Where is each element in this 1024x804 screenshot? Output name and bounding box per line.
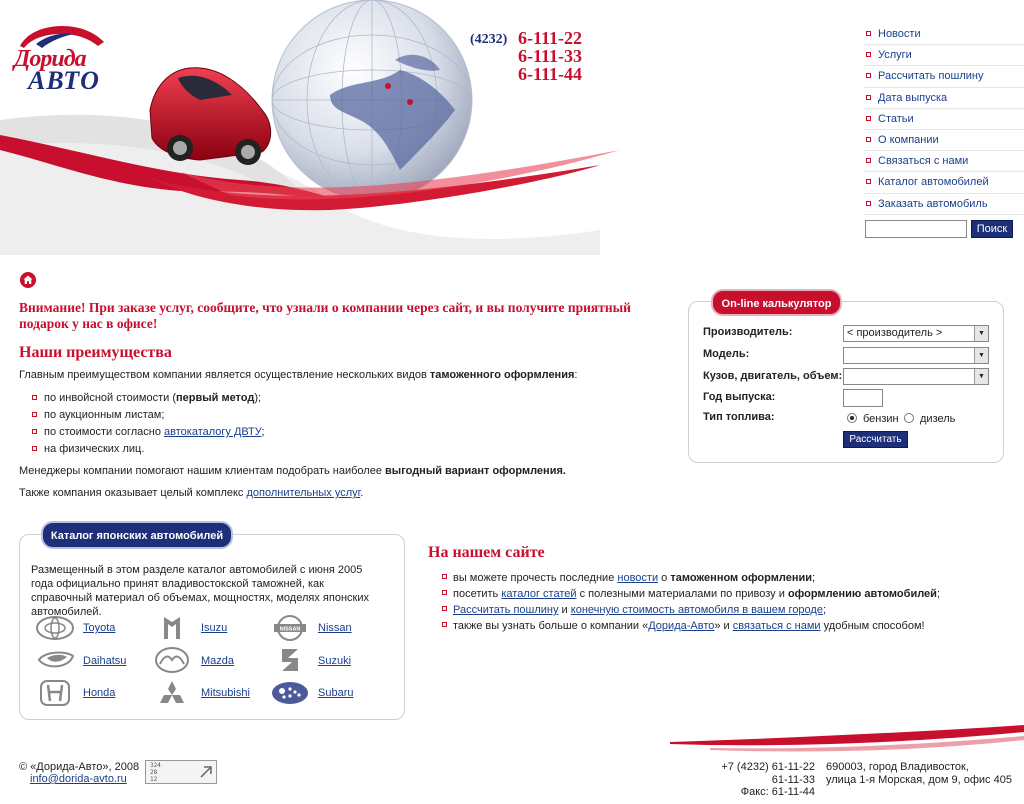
address-line-1: 690003, город Владивосток,: [826, 761, 969, 773]
bullet-icon: [442, 590, 447, 595]
item-text: по стоимости согласно: [44, 426, 165, 438]
menu-bullet-icon: [866, 31, 871, 36]
bullet-icon: [32, 446, 37, 451]
list-item: [32, 426, 265, 443]
calc-duty-link[interactable]: Рассчитать пошлину: [453, 604, 559, 616]
calculate-button[interactable]: Рассчитать: [843, 431, 908, 448]
search-button[interactable]: Поиск: [971, 220, 1013, 238]
bullet-icon: [442, 606, 447, 611]
intro-suffix: :: [574, 369, 578, 381]
brand-link-suzuki[interactable]: Suzuki: [318, 655, 352, 667]
fuel-radio-petrol[interactable]: [847, 413, 857, 423]
bullet-icon: [32, 412, 37, 417]
contact-link[interactable]: связаться с нами: [732, 620, 821, 632]
item-text: о: [658, 572, 671, 584]
item-suffix: );: [254, 392, 262, 404]
menu-item-release-date[interactable]: [864, 88, 1024, 109]
counter-line: 324: [150, 762, 161, 769]
menu-bullet-icon: [866, 116, 871, 121]
mazda-logo-icon[interactable]: [152, 646, 192, 674]
item-text: с полезными материалами по привозу и: [576, 588, 788, 600]
counter-line: 12: [150, 776, 158, 783]
copyright-text: © «Дорида-Авто», 2008: [19, 761, 140, 773]
services-text: [19, 487, 659, 499]
item-text: вы можете прочесть последние: [453, 572, 618, 584]
final-cost-link[interactable]: конечную стоимость автомобиля в вашем городе: [570, 604, 823, 616]
menu-bullet-icon: [866, 73, 871, 78]
honda-logo-icon[interactable]: [35, 679, 75, 707]
list-item: [442, 587, 1002, 603]
company-link[interactable]: Дорида-Авто: [648, 620, 715, 632]
daihatsu-logo-icon[interactable]: [35, 646, 75, 674]
menu-bullet-icon: [866, 201, 871, 206]
item-suffix: ;: [822, 604, 827, 616]
menu-item-about[interactable]: [864, 130, 1024, 151]
menu-link[interactable]: О компании: [878, 133, 939, 146]
body-label: Кузов, двигатель, объем:: [703, 370, 843, 382]
menu-bullet-icon: [866, 158, 871, 163]
brand-link-nissan[interactable]: Nissan: [318, 622, 352, 634]
brand-link-mitsubishi[interactable]: Mitsubishi: [201, 687, 250, 699]
email-link[interactable]: info@dorida-avto.ru: [30, 773, 127, 785]
list-item: [32, 443, 265, 460]
item-bold: таможенном оформлении: [670, 572, 812, 584]
footer-phones: [715, 761, 815, 799]
address-line-2: улица 1-я Морская, дом 9, офис 405: [826, 773, 1012, 786]
footer-swoosh-decoration: [670, 720, 1024, 765]
item-text: » и: [714, 620, 733, 632]
item-suffix: удобным способом!: [820, 620, 925, 632]
brand-link-daihatsu[interactable]: Daihatsu: [83, 655, 127, 667]
phone-area-code: (4232): [470, 32, 508, 47]
svg-text:NISSAN: NISSAN: [279, 626, 301, 633]
intro-text: Главным преимуществом компании является осуществление нескольких видов: [19, 369, 430, 381]
body-engine-select[interactable]: [843, 368, 989, 385]
manufacturer-value: < производитель >: [847, 327, 943, 339]
logo-text-avto: АВТО: [28, 66, 100, 95]
model-select[interactable]: [843, 347, 989, 364]
item-suffix: ;: [812, 572, 816, 584]
advantages-intro: [19, 369, 659, 381]
chevron-down-icon: ▼: [974, 348, 988, 363]
model-label: Модель:: [703, 348, 750, 360]
menu-link[interactable]: Услуги: [878, 49, 912, 62]
fuel-option-petrol: бензин: [863, 413, 899, 425]
manufacturer-label: Производитель:: [703, 326, 793, 338]
intro-bold: таможенного оформления: [429, 369, 575, 381]
visit-counter[interactable]: [145, 760, 217, 784]
mitsubishi-logo-icon[interactable]: [152, 679, 192, 707]
menu-link[interactable]: Статьи: [878, 112, 914, 125]
main-menu: [864, 24, 1024, 215]
chevron-down-icon: ▼: [974, 369, 988, 384]
toyota-logo-icon[interactable]: [35, 614, 75, 642]
services-prefix: Также компания оказывает целый комплекс: [19, 487, 247, 499]
menu-item-calc-duty[interactable]: [864, 66, 1024, 87]
item-text: посетить: [453, 588, 502, 600]
news-link[interactable]: новости: [617, 572, 659, 584]
footer-address: [826, 761, 1016, 786]
managers-prefix: Менеджеры компании помогают нашим клиентам подобрать наиболее: [19, 465, 386, 477]
item-suffix: ;: [936, 588, 940, 600]
menu-link[interactable]: Рассчитать пошлину: [878, 70, 984, 83]
services-suffix: .: [360, 487, 364, 499]
list-item: [442, 571, 1002, 587]
bullet-icon: [442, 622, 447, 627]
home-glyph-icon: [20, 272, 36, 288]
site-logo[interactable]: [10, 18, 120, 98]
phone-number-1: 6-111-22: [518, 28, 583, 48]
item-suffix: ;: [261, 426, 265, 438]
menu-link[interactable]: Заказать автомобиль: [878, 197, 988, 210]
item-text: по инвойсной стоимости (: [44, 392, 176, 404]
counter-line: 28: [150, 769, 158, 776]
list-item: [32, 392, 265, 409]
advantages-list: [32, 392, 265, 460]
nissan-logo-icon[interactable]: [270, 614, 310, 642]
footer-phone-1: +7 (4232) 61-11-22: [721, 761, 815, 773]
item-text: на физических лиц.: [44, 443, 145, 455]
menu-link[interactable]: Каталог автомобилей: [878, 176, 989, 189]
home-icon[interactable]: [20, 272, 36, 288]
site-list: [442, 571, 1002, 635]
logo-text-dorida: Дорида: [14, 46, 86, 72]
menu-bullet-icon: [866, 179, 871, 184]
catalog-description: Размещенный в этом разделе каталог автомобилей с июня 2005 года официально принят владивостокской таможней, как справочный материал об объемах, мощностях, моделях японских автомобилей.: [31, 564, 369, 618]
managers-text: [19, 465, 659, 477]
arrow-up-right-icon: [198, 764, 214, 780]
fuel-option-diesel: дизель: [920, 413, 956, 425]
menu-item-news[interactable]: [864, 24, 1024, 45]
footer-phone-2: 61-11-33: [771, 773, 815, 786]
brand-link-honda[interactable]: Honda: [83, 687, 116, 699]
bullet-icon: [32, 395, 37, 400]
menu-item-articles[interactable]: [864, 109, 1024, 130]
menu-link[interactable]: Дата выпуска: [878, 91, 948, 104]
managers-bold: выгодный вариант оформления.: [385, 465, 566, 477]
chevron-down-icon: ▼: [974, 326, 988, 341]
year-input[interactable]: [843, 389, 883, 407]
search-input[interactable]: [865, 220, 967, 238]
banner-illustration: [0, 0, 860, 255]
bullet-icon: [442, 574, 447, 579]
suzuki-logo-icon[interactable]: [270, 646, 310, 674]
brand-link-mazda[interactable]: Mazda: [201, 655, 235, 667]
menu-item-order[interactable]: [864, 194, 1024, 215]
phone-number-3: 6-111-44: [518, 64, 583, 84]
menu-link[interactable]: Связаться с нами: [878, 155, 969, 168]
subaru-logo-icon[interactable]: [270, 679, 310, 707]
calculator-title: On-line калькулятор: [711, 289, 842, 316]
manufacturer-select[interactable]: [843, 325, 989, 342]
advantages-title: Наши преимущества: [19, 344, 172, 361]
footer-fax: Факс: 61-11-44: [740, 786, 815, 798]
menu-item-contact[interactable]: [864, 151, 1024, 172]
item-text: также вы узнать больше о компании «: [453, 620, 649, 632]
item-bold: первый метод: [175, 392, 255, 404]
year-label: Год выпуска:: [703, 391, 776, 403]
additional-services-link[interactable]: дополнительных услуг: [246, 487, 361, 499]
brand-link-isuzu[interactable]: Isuzu: [201, 622, 228, 634]
phone-number-2: 6-111-33: [518, 46, 583, 66]
header-banner: [0, 0, 860, 255]
fuel-radio-diesel[interactable]: [904, 413, 914, 423]
articles-link[interactable]: каталог статей: [501, 588, 577, 600]
menu-bullet-icon: [866, 52, 871, 57]
car-illustration: [150, 68, 271, 165]
list-item: [32, 409, 265, 426]
notice-text: Внимание! При заказе услуг, сообщите, что узнали о компании через сайт, и вы получите приятный подарок у нас в офисе!: [19, 300, 631, 331]
list-item: [442, 603, 1002, 619]
item-text: и: [558, 604, 571, 616]
menu-bullet-icon: [866, 95, 871, 100]
site-section-title: На нашем сайте: [428, 544, 545, 561]
dvtu-catalog-link[interactable]: автокаталогу ДВТУ: [164, 426, 262, 438]
menu-item-services[interactable]: [864, 45, 1024, 66]
item-text: по аукционным листам;: [44, 409, 165, 421]
catalog-title: Каталог японских автомобилей: [41, 521, 233, 549]
item-bold: оформлению автомобилей: [787, 588, 937, 600]
footer-copyright-block: [19, 761, 139, 785]
brand-link-subaru[interactable]: Subaru: [318, 687, 354, 699]
bullet-icon: [32, 429, 37, 434]
brand-link-toyota[interactable]: Toyota: [83, 622, 116, 634]
list-item: [442, 619, 1002, 635]
menu-item-catalog[interactable]: [864, 172, 1024, 193]
menu-bullet-icon: [866, 137, 871, 142]
fuel-label: Тип топлива:: [703, 411, 775, 423]
menu-link[interactable]: Новости: [878, 28, 921, 40]
isuzu-logo-icon[interactable]: [152, 614, 192, 642]
